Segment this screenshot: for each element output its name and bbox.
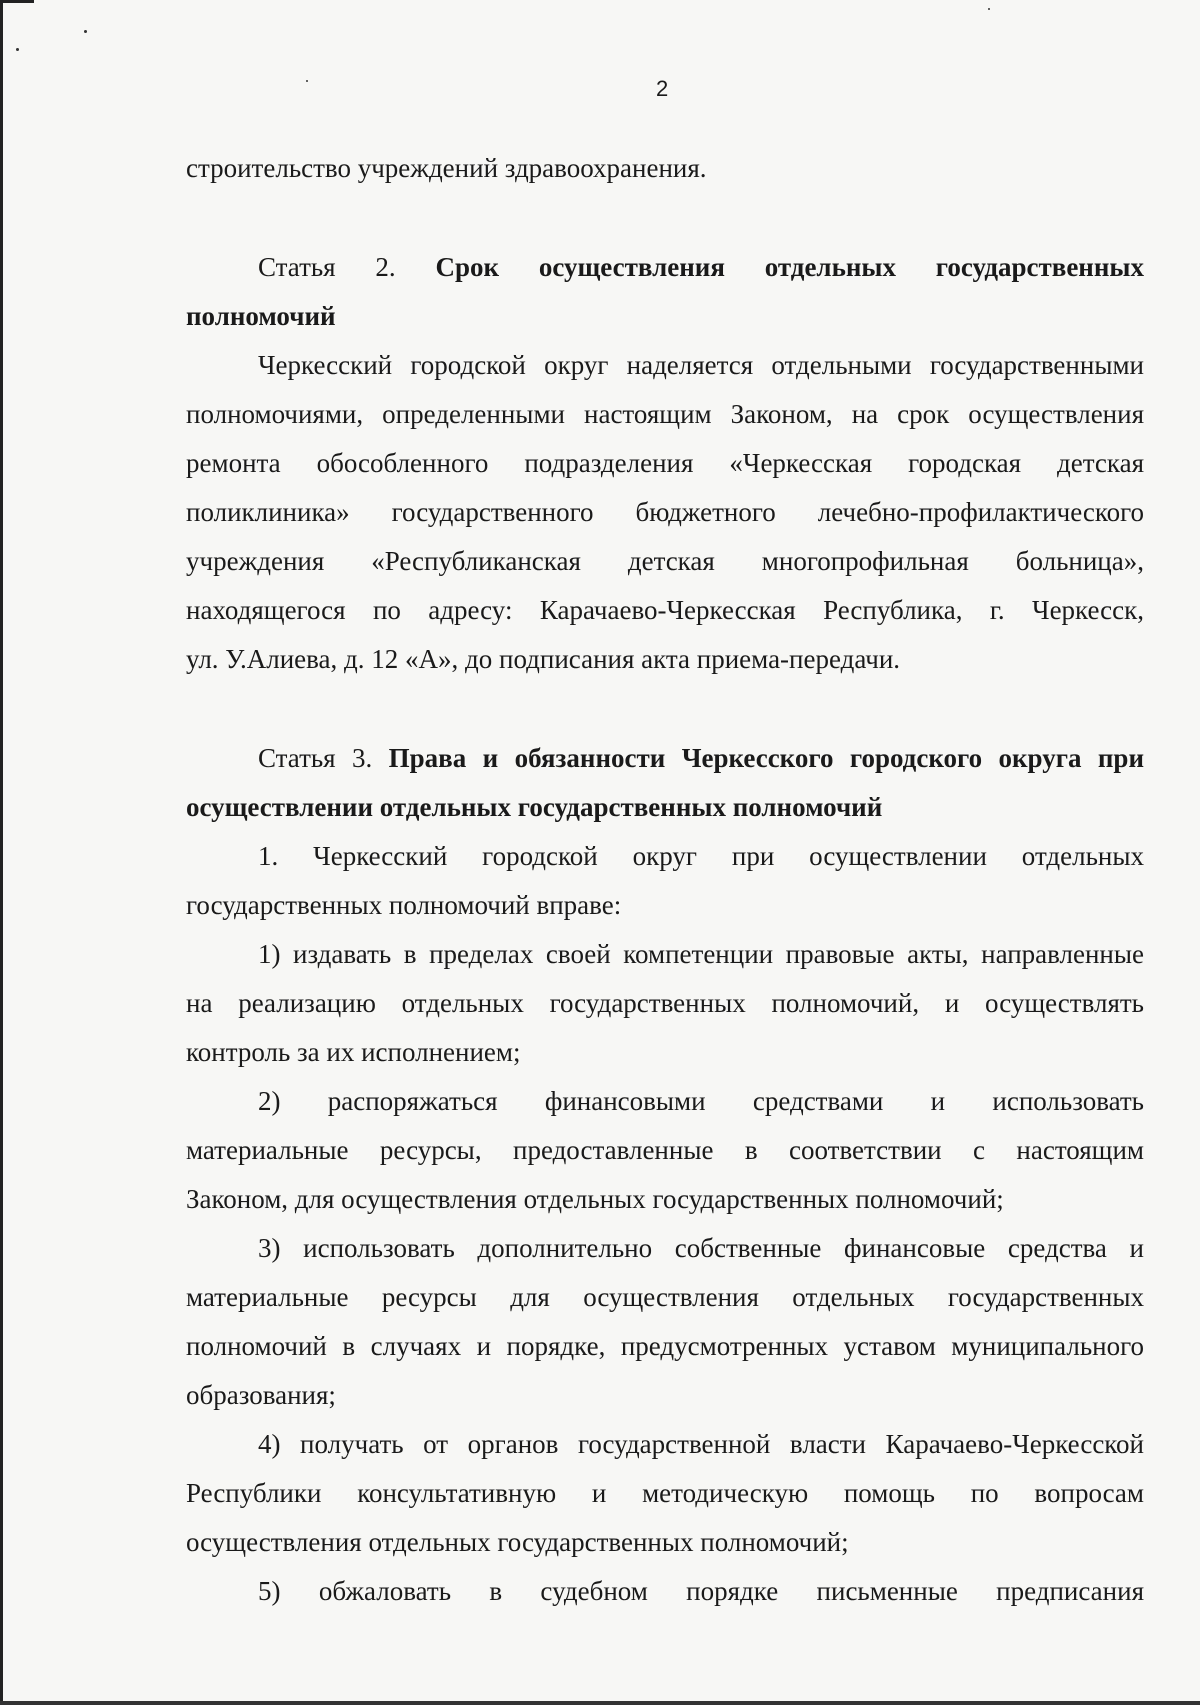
item-line: материальные ресурсы, предоставленные в соответствии с настоящим (186, 1135, 1144, 1165)
article-2-title-line2: полномочий (186, 301, 336, 331)
item-line: 2) распоряжаться финансовыми средствами и использовать (258, 1086, 1144, 1116)
article-2-paragraph (186, 341, 1144, 684)
item-line: образования; (186, 1380, 336, 1410)
article-3-clause-1 (186, 832, 1144, 930)
page-number: 2 (656, 76, 669, 101)
article-3-heading (186, 734, 1144, 832)
article-3-title-line2: осуществлении отдельных государственных полномочий (186, 792, 883, 822)
article-3-item-4 (186, 1420, 1144, 1567)
article-3-item-5 (186, 1567, 1144, 1616)
intro-line: строительство учреждений здравоохранения. (186, 153, 707, 183)
item-line: 3) использовать дополнительно собственные финансовые средства и (258, 1233, 1144, 1263)
article-2-title-line1: Срок осуществления отдельных государственных (435, 252, 1144, 282)
item-line: 1) издавать в пределах своей компетенции правовые акты, направленные (258, 939, 1144, 969)
item-line: 4) получать от органов государственной власти Карачаево-Черкесской (258, 1429, 1144, 1459)
clause-line: 1. Черкесский городской округ при осуществлении отдельных (258, 841, 1144, 871)
item-line: на реализацию отдельных государственных полномочий, и осуществлять (186, 988, 1144, 1018)
document-body (186, 144, 1144, 1616)
article-2-line: ул. У.Алиева, д. 12 «А», до подписания акта приема-передачи. (186, 644, 901, 674)
item-line: материальные ресурсы для осуществления отдельных государственных (186, 1282, 1144, 1312)
article-2-line: полномочиями, определенными настоящим Законом, на срок осуществления (186, 399, 1144, 429)
article-3-item-2 (186, 1077, 1144, 1224)
article-3-title-line1: Права и обязанности Черкесского городского округа при (388, 743, 1145, 773)
item-line: осуществления отдельных государственных полномочий; (186, 1527, 849, 1557)
article-2-line: Черкесский городской округ наделяется отдельными государственными (258, 350, 1144, 380)
scan-speck (16, 48, 19, 51)
article-2-line: ремонта обособленного подразделения «Черкесская городская детская (186, 448, 1144, 478)
article-2-label: Статья 2. (258, 252, 396, 282)
article-3-item-1 (186, 930, 1144, 1077)
clause-line: государственных полномочий вправе: (186, 890, 622, 920)
article-2-line: поликлиника» государственного бюджетного лечебно-профилактического (186, 497, 1144, 527)
item-line: контроль за их исполнением; (186, 1037, 521, 1067)
scan-speck (306, 80, 308, 82)
article-2-line: учреждения «Республиканская детская многопрофильная больница», (186, 546, 1144, 576)
scan-speck (84, 30, 87, 33)
article-3-label: Статья 3. (258, 743, 373, 773)
scan-edge-bottom (0, 1701, 1200, 1705)
scan-speck (988, 8, 990, 10)
item-line: полномочий в случаях и порядке, предусмотренных уставом муниципального (186, 1331, 1144, 1361)
article-3-item-3 (186, 1224, 1144, 1420)
article-2-line: находящегося по адресу: Карачаево-Черкесская Республика, г. Черкесск, (186, 595, 1144, 625)
item-line: Республики консультативную и методическую помощь по вопросам (186, 1478, 1144, 1508)
article-2-heading (186, 243, 1144, 341)
scan-edge-left (0, 0, 3, 1705)
item-line: Законом, для осуществления отдельных государственных полномочий; (186, 1184, 1004, 1214)
item-line: 5) обжаловать в судебном порядке письменные предписания (258, 1576, 1144, 1606)
scan-corner-mark (0, 0, 34, 3)
